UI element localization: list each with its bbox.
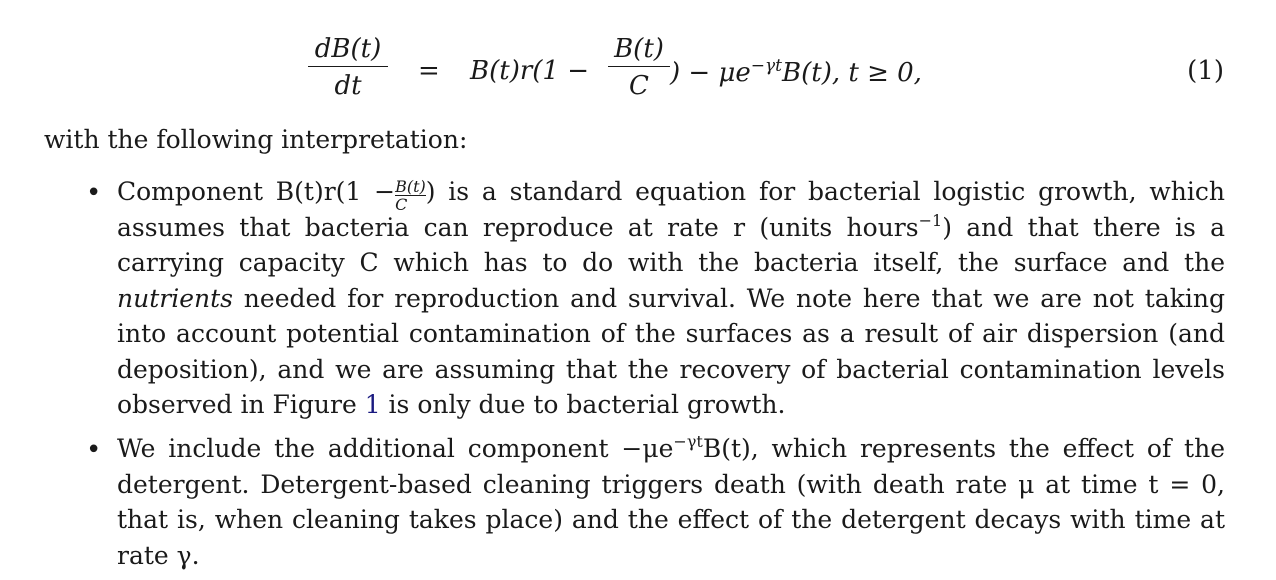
emphasis-nutrients: nutrients: [117, 283, 233, 313]
lhs-denominator: dt: [334, 71, 362, 101]
superscript: −1: [918, 210, 943, 230]
bullet-2-line-2: detergent. Detergent-based cleaning triggers death (with death rate μ at time t = 0,: [117, 469, 1225, 499]
rhs-tail: B(t), t ≥ 0,: [782, 58, 922, 88]
bullet-1-line-5: into account potential contamination of the surfaces as a result of air dispersion (and: [117, 319, 1225, 348]
inline-fraction-denominator: C: [395, 195, 408, 214]
fraction-bar: [308, 66, 388, 67]
line-text: observed in Figure: [117, 390, 357, 419]
rhs-detergent-term: [670, 56, 922, 88]
bullet-1-line-3: carrying capacity C which has to do with the bacteria itself, the surface and the: [117, 248, 1225, 277]
line-text: B(t), which represents the effect of the: [702, 434, 1225, 463]
bullet-marker: •: [86, 178, 102, 208]
capacity-fraction: [608, 34, 670, 101]
bullet-1-line-2: [117, 210, 1225, 246]
lhs-numerator: dB(t): [314, 34, 382, 64]
equation-1: [300, 34, 1240, 114]
inline-fraction: [395, 178, 426, 213]
equals-sign: =: [418, 56, 440, 86]
capacity-denominator: C: [629, 71, 649, 101]
line-text: We include the additional component −μe: [117, 434, 674, 463]
superscript: −γt: [673, 432, 703, 451]
bullet-1-line-4: [117, 281, 1225, 317]
bullet-marker: •: [86, 435, 102, 465]
line-text: ) and that there is a: [942, 212, 1226, 242]
bullet-2-line-4: rate γ.: [117, 540, 200, 570]
bullet-1-line-7: [117, 387, 1225, 423]
intro-text: with the following interpretation:: [44, 125, 468, 154]
line-text: assumes that bacteria can reproduce at rate r (units hours: [117, 212, 919, 242]
bullet-1-line-1: [117, 174, 1225, 213]
line-text: needed for reproduction and survival. We note here that we are not taking: [232, 283, 1225, 313]
fraction-bar: [608, 66, 670, 67]
bullet-2-line-3: that is, when cleaning takes place) and the effect of the detergent decays with time at: [117, 505, 1225, 534]
inline-fraction-numerator: B(t): [395, 177, 426, 196]
rhs-detergent-coef: ) − μe: [670, 58, 751, 88]
capacity-numerator: B(t): [614, 34, 664, 64]
line-text: ) is a standard equation for bacterial logistic growth, which: [425, 177, 1225, 206]
bullet-2-line-1: [117, 431, 1225, 467]
line-text: Component B(t)r(1 −: [117, 177, 396, 206]
bullet-1-line-6: deposition), and we are assuming that the recovery of bacterial contamination levels: [117, 354, 1225, 384]
line-text: is only due to bacterial growth.: [388, 390, 786, 419]
lhs-fraction: [308, 34, 388, 101]
rhs-growth-term: B(t)r(1 −: [470, 56, 590, 86]
rhs-exponent: −γt: [750, 56, 782, 76]
equation-number: (1): [1187, 56, 1224, 86]
figure-reference-link[interactable]: 1: [364, 390, 381, 419]
